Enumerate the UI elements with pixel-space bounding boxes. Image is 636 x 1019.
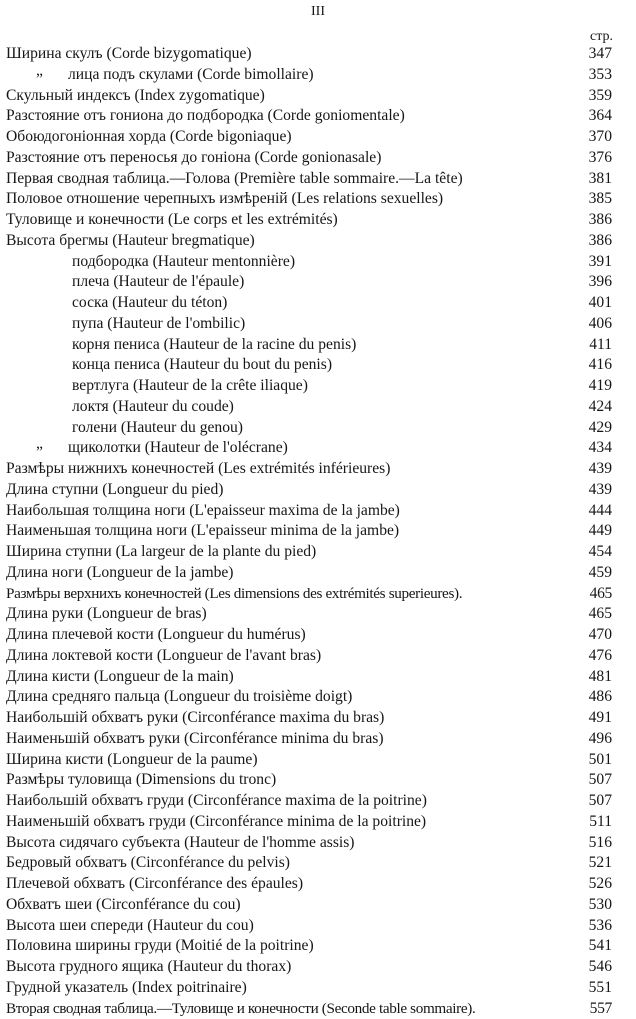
- toc-entry-title: Грудной указатель (Index poitrinaire): [6, 978, 247, 999]
- toc-entry: [6, 397, 612, 418]
- toc-entry-title: Длина кисти (Longueur de la main): [6, 667, 234, 688]
- toc-entry-page: 516: [589, 833, 612, 854]
- toc-entry: [6, 106, 612, 127]
- toc-entry-page: 439: [589, 459, 612, 480]
- toc-entry-page: 546: [589, 957, 612, 978]
- toc-entry-page: 416: [589, 355, 612, 376]
- page-number: III: [0, 4, 636, 20]
- toc-entry: [6, 936, 612, 957]
- toc-entry-title: подбородка (Hauteur mentonnière): [72, 252, 295, 273]
- toc-entry-page: 419: [589, 376, 612, 397]
- toc-entry: [6, 189, 612, 210]
- toc-entry-title: Половина ширины груди (Moitié de la poitrine): [6, 936, 314, 957]
- toc-entry-title: Наибольшая толщина ноги (L'epaisseur maxima de la jambe): [6, 501, 400, 522]
- toc-entry: [6, 459, 612, 480]
- toc-entry: [6, 687, 612, 708]
- toc-entry-page: 439: [589, 480, 612, 501]
- toc-entry: [6, 874, 612, 895]
- toc-entry-page: 347: [589, 44, 612, 65]
- toc-entry-title: Длина руки (Longueur de bras): [6, 604, 207, 625]
- toc-entry-page: 476: [589, 646, 612, 667]
- toc-entry: [6, 895, 612, 916]
- toc-entry-title: Плечевой обхватъ (Circonférance des épaules): [6, 874, 303, 895]
- toc-entry-page: 386: [589, 210, 612, 231]
- toc-entry: [6, 563, 612, 584]
- toc-entry: [6, 791, 612, 812]
- toc-entry: [6, 999, 612, 1019]
- toc-entry-page: 381: [589, 169, 612, 190]
- toc-entry-page: 541: [589, 936, 612, 957]
- toc-entry-page: 396: [589, 272, 612, 293]
- toc-entry-title: Ширина кисти (Longueur de la paume): [6, 750, 258, 771]
- toc-entry-page: 459: [589, 563, 612, 584]
- toc-entry-page: 465: [589, 604, 612, 625]
- toc-entry: [6, 978, 612, 999]
- toc-entry-page: 521: [589, 853, 612, 874]
- toc-entry-title: Туловище и конечности (Le corps et les extrémités): [6, 210, 338, 231]
- toc-entry-page: 507: [589, 791, 612, 812]
- toc-entry: [6, 625, 612, 646]
- toc-entry-title: соска (Hauteur du téton): [72, 293, 227, 314]
- toc-entry-page: 507: [589, 770, 612, 791]
- toc-entry: [6, 148, 612, 169]
- toc-entry-title: локтя (Hauteur du coude): [72, 397, 234, 418]
- toc-entry: [6, 812, 612, 833]
- toc-entry-title: Высота сидячаго субъекта (Hauteur de l'homme assis): [6, 833, 354, 854]
- toc-entry-page: 391: [589, 252, 612, 273]
- toc-entry: [6, 231, 612, 252]
- ditto-mark: „: [36, 61, 43, 82]
- toc-entry-page: 385: [589, 189, 612, 210]
- toc-entry-page: 411: [589, 335, 612, 356]
- toc-entry: [6, 729, 612, 750]
- toc-entry-page: 551: [589, 978, 612, 999]
- toc-entry: [6, 604, 612, 625]
- toc-entry-title: Наименьшій обхватъ груди (Circonférance minima de la poitrine): [6, 812, 426, 833]
- toc-entry-page: 359: [589, 86, 612, 107]
- toc-entry: [6, 501, 612, 522]
- toc-entry-title: Разстояние отъ переносья до гоніона (Corde gonionasale): [6, 148, 381, 169]
- toc-entry-title: голени (Hauteur du genou): [72, 418, 243, 439]
- toc-entry-title: Разстояние отъ гониона до подбородка (Corde goniomentale): [6, 106, 405, 127]
- toc-entry-page: 491: [589, 708, 612, 729]
- toc-entry: [6, 667, 612, 688]
- toc-entry-title: Длина ноги (Longueur de la jambe): [6, 563, 234, 584]
- toc-entry-title: Ширина скулъ (Corde bizygomatique): [6, 44, 252, 65]
- toc-entry-title: Наименьшая толщина ноги (L'epaisseur minima de la jambe): [6, 521, 399, 542]
- toc-entry: [6, 542, 612, 563]
- toc-entry-title: Высота шеи спереди (Hauteur du cou): [6, 916, 254, 937]
- toc-entry-page: 429: [589, 418, 612, 439]
- toc-entry-page: 449: [589, 521, 612, 542]
- toc-entry-title: Наибольшій обхватъ руки (Circonférance maxima du bras): [6, 708, 384, 729]
- toc-entry-title: щиколотки (Hauteur de l'olécrane): [68, 438, 288, 459]
- toc-entry: [6, 210, 612, 231]
- toc-entry: [6, 957, 612, 978]
- toc-entry: [6, 65, 612, 86]
- toc-entry-title: лица подъ скулами (Corde bimollaire): [68, 65, 314, 86]
- toc-entry-title: Длина плечевой кости (Longueur du humérus): [6, 625, 306, 646]
- toc-entry-title: Половое отношение черепныхъ измѣреній (Les relations sexuelles): [6, 189, 443, 210]
- toc-entry: [6, 584, 612, 605]
- toc-entry-page: 370: [589, 127, 612, 148]
- toc-entry-page: 465: [590, 584, 612, 605]
- toc-entry-title: Размѣры верхнихъ конечностей (Les dimensions des extrémités superieures).: [6, 584, 462, 605]
- toc-entry-title: вертлуга (Hauteur de la crête iliaque): [72, 376, 308, 397]
- toc-entry-title: Длина средняго пальца (Longueur du troisième doigt): [6, 687, 352, 708]
- toc-entry: [6, 252, 612, 273]
- toc-entry: [6, 127, 612, 148]
- toc-entry-title: плеча (Hauteur de l'épaule): [72, 272, 244, 293]
- toc-entry-title: пупа (Hauteur de l'ombilic): [72, 314, 245, 335]
- toc-entry-title: Вторая сводная таблица.—Туловище и конечности (Seconde table sommaire).: [6, 999, 475, 1019]
- toc-entry-page: 424: [589, 397, 612, 418]
- toc-entry-title: Бедровый обхватъ (Circonférance du pelvis): [6, 853, 290, 874]
- toc-entry: [6, 314, 612, 335]
- toc-entry: [6, 376, 612, 397]
- toc-entry: [6, 480, 612, 501]
- page-column-header: стр.: [590, 29, 613, 45]
- toc-entry-page: 511: [589, 812, 612, 833]
- toc-entry: [6, 438, 612, 459]
- toc-entry-page: 526: [589, 874, 612, 895]
- toc-entry-title: Ширина ступни (La largeur de la plante du pied): [6, 542, 316, 563]
- toc-entry: [6, 853, 612, 874]
- toc-entry-page: 496: [589, 729, 612, 750]
- toc-entry-title: корня пениса (Hauteur de la racine du penis): [72, 335, 356, 356]
- toc-entry-page: 501: [589, 750, 612, 771]
- toc-entry: [6, 521, 612, 542]
- toc-entry-page: 364: [589, 106, 612, 127]
- toc-entry: [6, 646, 612, 667]
- toc-entry-title: Размѣры туловища (Dimensions du tronc): [6, 770, 276, 791]
- toc-entry-title: Высота брегмы (Hauteur bregmatique): [6, 231, 255, 252]
- toc-entry-page: 444: [589, 501, 612, 522]
- toc-entry: [6, 916, 612, 937]
- toc-entry-page: 376: [589, 148, 612, 169]
- toc-entry: [6, 86, 612, 107]
- toc-entry-page: 486: [589, 687, 612, 708]
- toc-entry-title: Скульный индексъ (Index zygomatique): [6, 86, 265, 107]
- toc-entry-page: 557: [590, 999, 612, 1019]
- toc-entry: [6, 355, 612, 376]
- toc-entry: [6, 833, 612, 854]
- toc-entry-title: Первая сводная таблица.—Голова (Première table sommaire.—La tête): [6, 169, 463, 190]
- toc-entry-title: Высота грудного ящика (Hauteur du thorax): [6, 957, 291, 978]
- toc-entry-page: 530: [589, 895, 612, 916]
- toc-entry-title: Наименьшій обхватъ руки (Circonférance minima du bras): [6, 729, 384, 750]
- toc-entry: [6, 293, 612, 314]
- toc-entry-page: 434: [589, 438, 612, 459]
- toc-entry: [6, 770, 612, 791]
- ditto-mark: „: [36, 434, 43, 455]
- toc-entry-title: Наибольшій обхватъ груди (Circonférance maxima de la poitrine): [6, 791, 427, 812]
- toc-entry: [6, 708, 612, 729]
- toc-entry: [6, 418, 612, 439]
- toc-entry-page: 406: [589, 314, 612, 335]
- toc-entry-page: 470: [589, 625, 612, 646]
- toc-entry: [6, 169, 612, 190]
- toc-entry-page: 454: [589, 542, 612, 563]
- toc-entry-title: Обхватъ шеи (Circonférance du cou): [6, 895, 241, 916]
- toc-entry-title: Размѣры нижнихъ конечностей (Les extrémités inférieures): [6, 459, 390, 480]
- toc-entry: [6, 44, 612, 65]
- toc-entry: [6, 272, 612, 293]
- toc-entry-title: конца пениса (Hauteur du bout du penis): [72, 355, 332, 376]
- toc-entry-page: 536: [589, 916, 612, 937]
- toc-entry-title: Длина ступни (Longueur du pied): [6, 480, 223, 501]
- toc-entry-page: 353: [589, 65, 612, 86]
- table-of-contents: [6, 44, 612, 1019]
- toc-entry: [6, 335, 612, 356]
- toc-entry-title: Обоюдогоніонная хорда (Corde bigoniaque): [6, 127, 292, 148]
- toc-entry-page: 401: [589, 293, 612, 314]
- toc-entry: [6, 750, 612, 771]
- toc-entry-page: 386: [589, 231, 612, 252]
- toc-entry-page: 481: [589, 667, 612, 688]
- toc-entry-title: Длина локтевой кости (Longueur de l'avant bras): [6, 646, 321, 667]
